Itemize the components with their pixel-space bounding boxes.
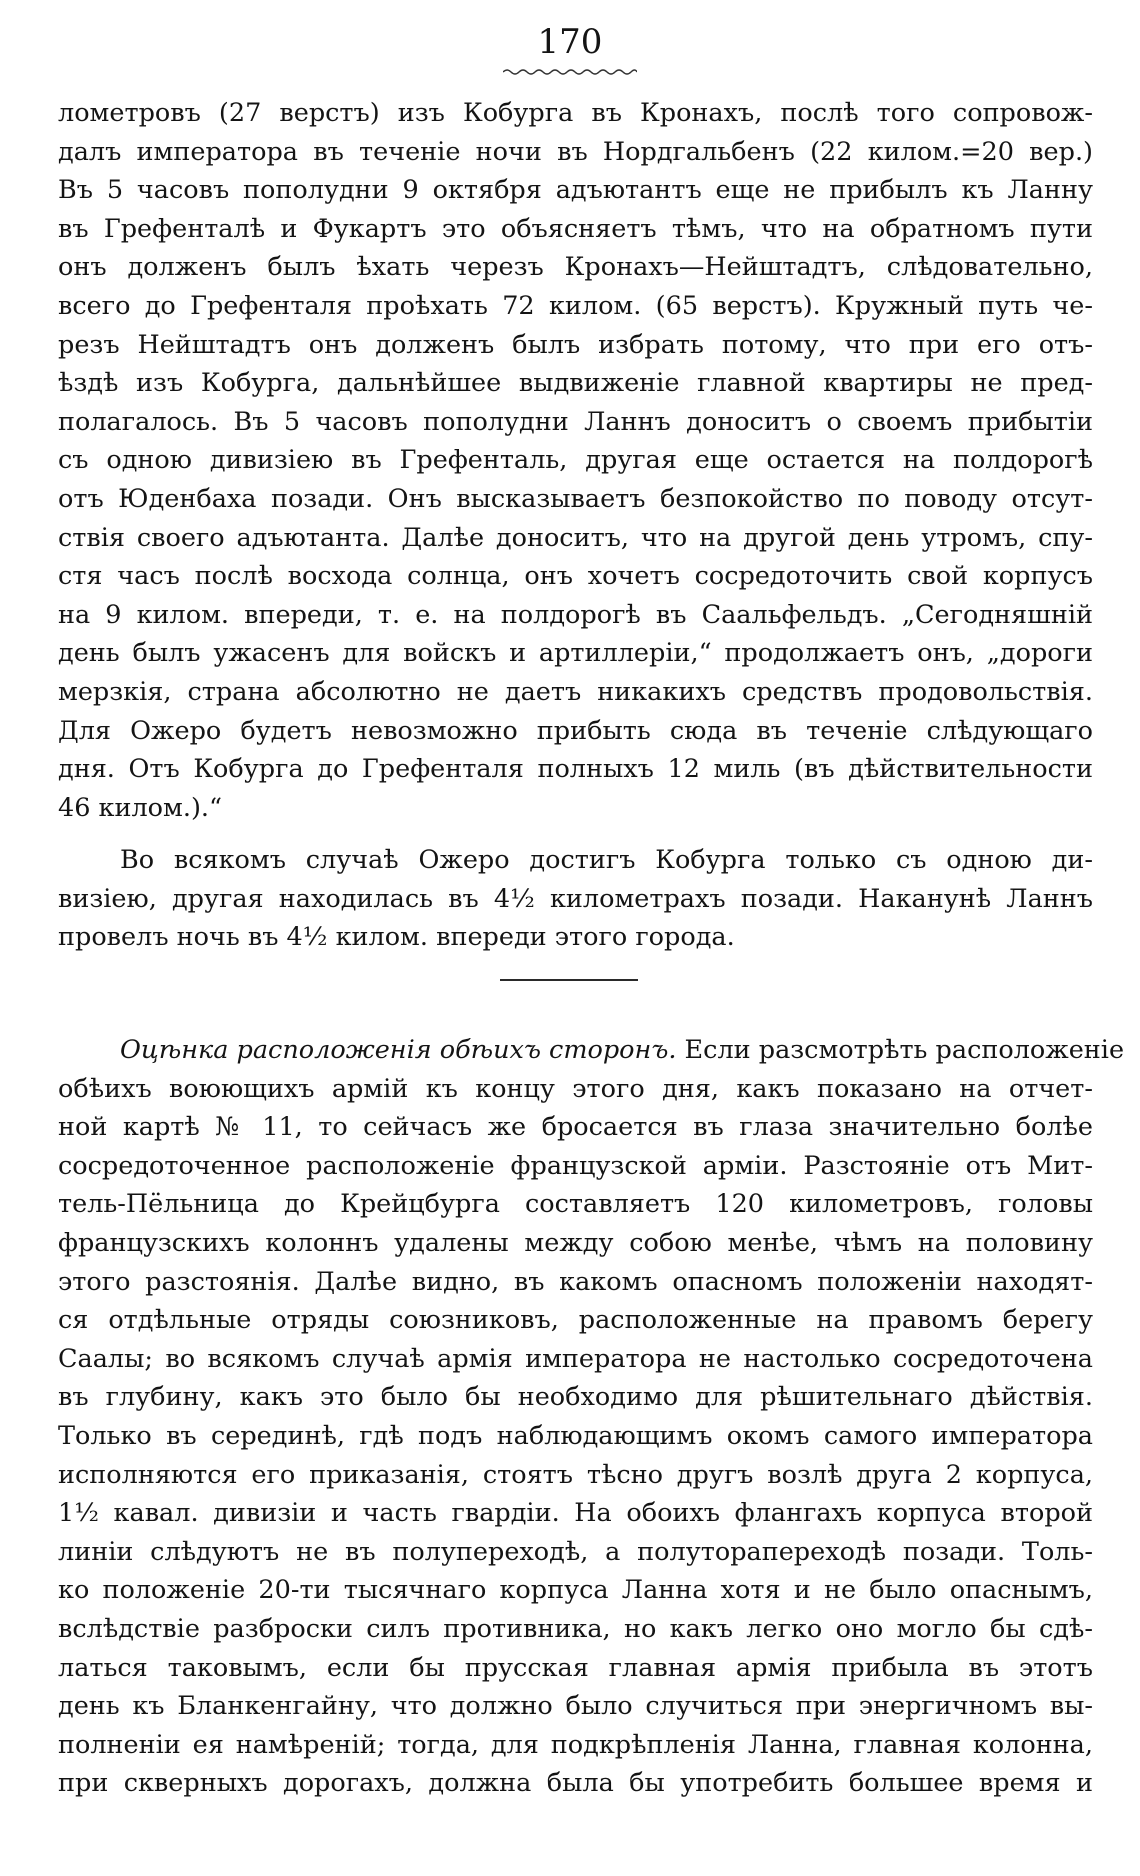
text-line: французскихъ колоннъ удалены между собою менѣе, чѣмъ на половину — [58, 1228, 1093, 1259]
text-line: 46 килом.).“ — [58, 792, 223, 823]
text-line: латься таковымъ, если бы прусская главная армія прибыла въ этотъ — [58, 1652, 1093, 1683]
text-line: стя часъ послѣ восхода солнца, онъ хочетъ сосредоточить свой корпусъ — [58, 561, 1093, 592]
page-body — [58, 94, 1125, 1803]
text-line: тель-Пёльница до Крейцбурга составляетъ 120 километровъ, головы — [58, 1189, 1093, 1220]
text-line: въ Грефенталѣ и Фукартъ это объясняетъ тѣмъ, что на обратномъ пути — [58, 213, 1093, 244]
text-line: 1½ кавал. дивизіи и часть гвардіи. На обоихъ флангахъ корпуса второй — [58, 1498, 1093, 1529]
text-line: провелъ ночь въ 4½ килом. впереди этого города. — [58, 922, 735, 953]
text-line: сосредоточенное расположеніе французской арміи. Разстояніе отъ Мит- — [58, 1150, 1093, 1181]
text-line: обѣихъ воюющихъ армій къ концу этого дня, какъ показано на отчет- — [58, 1073, 1093, 1104]
text-line: Для Ожеро будетъ невозможно прибыть сюда въ теченіе слѣдующаго — [58, 715, 1093, 746]
section-divider-rule — [500, 979, 638, 981]
text-line: дня. Отъ Кобурга до Грефенталя полныхъ 12 миль (въ дѣйствительности — [58, 754, 1093, 785]
text-line: отъ Юденбаха позади. Онъ высказываетъ безпокойство по поводу отсут- — [58, 483, 1093, 514]
text-line: полненіи ея намѣреній; тогда, для подкрѣпленія Ланна, главная колонна, — [58, 1729, 1093, 1760]
text-line: далъ императора въ теченіе ночи въ Нордгальбенъ (22 килом.=20 вер.) — [58, 136, 1093, 167]
paragraph-1 — [58, 94, 1093, 827]
text-line: день былъ ужасенъ для войскъ и артиллеріи,“ продолжаетъ онъ, „дороги — [58, 638, 1093, 669]
text-line: ной картѣ № 11, то сейчасъ же бросается въ глаза значительно болѣе — [58, 1112, 1093, 1143]
text-line: ѣздѣ изъ Кобурга, дальнѣйшее выдвиженіе главной квартиры не пред- — [58, 368, 1093, 399]
text-line: линіи слѣдуютъ не въ полупереходѣ, а полуторапереходѣ позади. Толь- — [58, 1536, 1093, 1567]
text-line: Только въ серединѣ, гдѣ подъ наблюдающимъ окомъ самого императора — [58, 1421, 1093, 1451]
text-line: вслѣдствіе разброски силъ противника, но какъ легко оно могло бы сдѣ- — [58, 1613, 1093, 1644]
paragraph-2 — [58, 841, 1093, 957]
text-line: Во всякомъ случаѣ Ожеро достигъ Кобурга только съ одною ди- — [120, 845, 1093, 876]
text-line: Саалы; во всякомъ случаѣ армія императора не настолько сосредоточена — [58, 1343, 1093, 1374]
text-line: резъ Нейштадтъ онъ долженъ былъ избрать потому, что при его отъ- — [58, 329, 1093, 360]
text-line: ствія своего адъютанта. Далѣе доноситъ, что на другой день утромъ, спу- — [58, 522, 1093, 553]
text-line: Въ 5 часовъ пополудни 9 октября адъютантъ еще не прибылъ къ Ланну — [58, 175, 1093, 206]
text-line: этого разстоянія. Далѣе видно, въ какомъ опасномъ положеніи находят- — [58, 1266, 1093, 1297]
text-line: въ глубину, какъ это было бы необходимо для рѣшительнаго дѣйствія. — [58, 1382, 1093, 1413]
text-run: Если разсмотрѣть расположеніе — [684, 1035, 1125, 1066]
section-spacer — [58, 957, 1093, 1031]
page-number-underline-ornament — [503, 68, 637, 76]
text-line: всего до Грефенталя проѣхать 72 килом. (65 верстъ). Кружный путь че- — [58, 290, 1093, 321]
paragraph-spacer — [58, 827, 1093, 841]
text-line: визіею, другая находилась въ 4½ километрахъ позади. Наканунѣ Ланнъ — [58, 883, 1093, 914]
page-number: 170 — [537, 22, 603, 62]
text-line: полагалось. Въ 5 часовъ пополудни Ланнъ доноситъ о своемъ прибытіи — [58, 406, 1093, 437]
text-line: ко положеніе 20-ти тысячнаго корпуса Ланна хотя и не было опаснымъ, — [58, 1575, 1093, 1606]
text-line: на 9 килом. впереди, т. е. на полдорогѣ въ Саальфельдъ. „Сегодняшній — [58, 599, 1093, 630]
text-line: ся отдѣльные отряды союзниковъ, расположенные на правомъ берегу — [58, 1305, 1093, 1336]
text-line: при скверныхъ дорогахъ, должна была бы употребить большее время и — [58, 1768, 1093, 1799]
text-line: онъ долженъ былъ ѣхать черезъ Кронахъ—Нейштадтъ, слѣдовательно, — [58, 252, 1093, 283]
text-line: мерзкія, страна абсолютно не даетъ никакихъ средствъ продовольствія. — [58, 676, 1093, 707]
text-line-with-heading — [58, 1031, 1125, 1070]
text-line: лометровъ (27 верстъ) изъ Кобурга въ Кронахъ, послѣ того сопровож- — [58, 98, 1093, 128]
text-line: день къ Бланкенгайну, что должно было случиться при энергичномъ вы- — [58, 1691, 1093, 1722]
section-heading: Оцѣнка расположенія обѣихъ сторонъ. — [120, 1035, 677, 1066]
text-line: исполняются его приказанія, стоятъ тѣсно другъ возлѣ друга 2 корпуса, — [58, 1459, 1093, 1490]
text-line: съ одною дивизіею въ Грефенталь, другая еще остается на полдорогѣ — [58, 445, 1093, 476]
paragraph-3 — [58, 1031, 1125, 1803]
